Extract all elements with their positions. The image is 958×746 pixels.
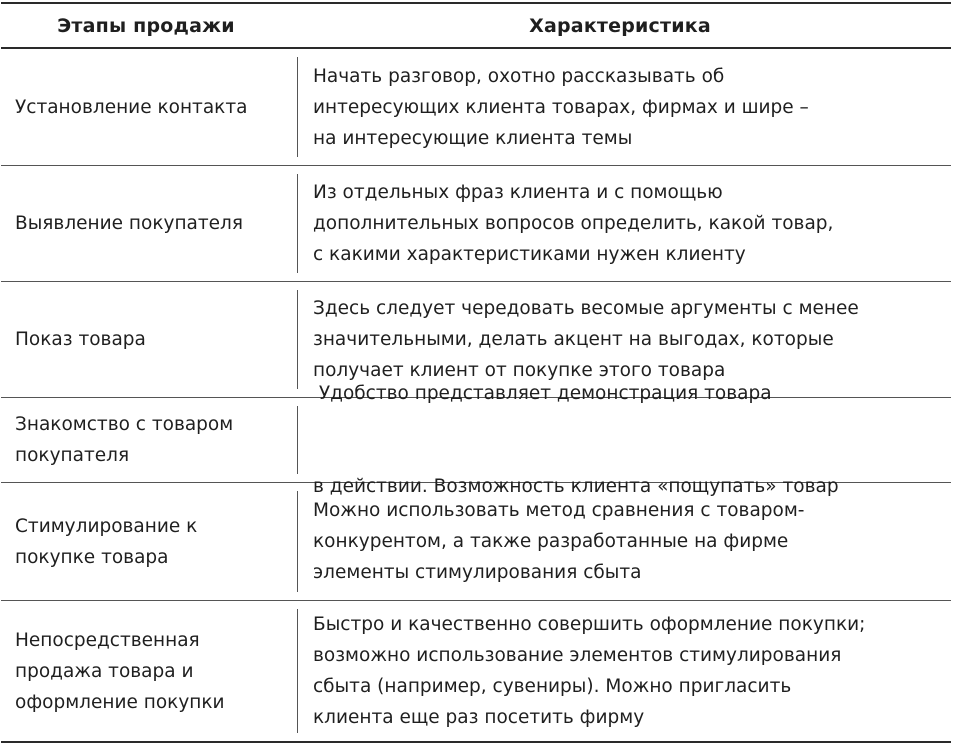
table-row [1, 601, 951, 741]
stage-cell [1, 166, 297, 281]
stage-line: Стимулирование к [15, 515, 198, 537]
stage-line: Непосредственная [15, 629, 200, 651]
desc-line: элементы стимулирования сбыта [313, 562, 642, 583]
desc-line: интересующих клиента товарах, фирмах и шире – [313, 96, 809, 118]
desc-line: с какими характеристиками нужен клиенту [313, 244, 746, 265]
desc-line: Здесь следует чередовать весомые аргументы с менее [313, 298, 859, 319]
desc-line: клиента еще раз посетить фирму [313, 707, 645, 728]
stage-cell [1, 398, 297, 482]
stage-line: Показ товара [15, 329, 146, 350]
stage-cell [1, 483, 297, 600]
desc-line: Из отдельных фраз клиента и с помощью [313, 182, 723, 203]
stage-cell [1, 601, 297, 741]
description-cell [297, 383, 951, 497]
stage-line: продажа товара и [15, 660, 194, 682]
desc-line: на интересующие клиента темы [313, 127, 633, 149]
table-row [1, 49, 951, 166]
stage-line: покупке товара [15, 546, 169, 568]
table-row [1, 383, 951, 497]
stage-cell [1, 282, 297, 397]
table-row [1, 166, 951, 282]
desc-line: Начать разговор, охотно рассказывать об [313, 65, 725, 87]
header-stage: Этапы продажи [57, 14, 235, 37]
desc-line: значительными, делать акцент на выгодах, которые [313, 329, 834, 350]
desc-line: Удобство представляет демонстрация товара [313, 383, 772, 404]
description-cell [297, 49, 951, 165]
table-header-row [1, 4, 951, 49]
sales-stages-table [1, 2, 951, 743]
stage-line: Выявление покупателя [15, 213, 243, 234]
desc-line: Можно использовать метод сравнения с товаром- [313, 500, 805, 521]
stage-line: оформление покупки [15, 691, 225, 713]
stage-line: Установление контакта [15, 96, 248, 118]
desc-line: в действии. Возможность клиента «пощупать» товар [313, 476, 839, 497]
table-row [1, 483, 951, 601]
desc-line: получает клиент от покупке этого товара [313, 360, 726, 381]
description-cell [297, 601, 951, 741]
desc-line: сбыта (например, сувениры). Можно пригласить [313, 676, 792, 697]
desc-line: Быстро и качественно совершить оформление покупки; [313, 614, 866, 635]
stage-line: покупателя [15, 445, 130, 466]
desc-line: конкурентом, а также разработанные на фирме [313, 531, 789, 552]
stage-cell [1, 49, 297, 165]
header-characteristic: Характеристика [529, 14, 711, 37]
stage-line: Знакомство с товаром [15, 414, 234, 435]
description-cell [297, 483, 951, 600]
desc-line: дополнительных вопросов определить, какой товар, [313, 213, 834, 234]
desc-line: возможно использование элементов стимулирования [313, 645, 842, 666]
description-cell [297, 166, 951, 281]
